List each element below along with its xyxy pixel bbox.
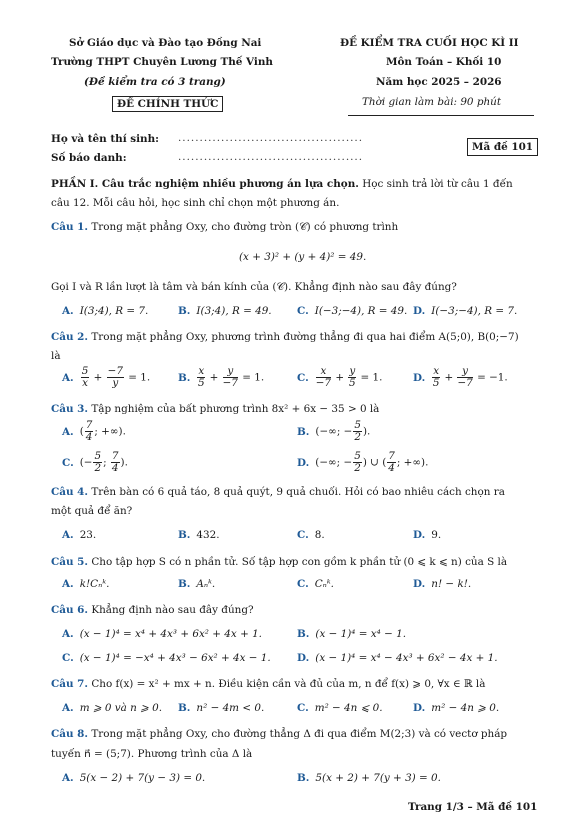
school-name: Trường THPT Chuyên Lương Thế Vinh [51,56,273,68]
q7-opt-c-label[interactable]: C. [297,702,309,714]
q2-opt-a[interactable]: A. $\frac{5}{x}$ + $\frac{-7}{y}$ = 1. [62,365,151,389]
part1-desc: Học sinh trả lời từ câu 1 đến [358,178,513,190]
q7-opt-a[interactable]: m ⩾ 0 và n ⩾ 0. [79,702,163,714]
q3-opt-c[interactable]: C. (− $\frac{5}{2}$ ; $\frac{7}{4}$ ). [62,450,128,474]
q3-text: Tập nghiệm của bất phương trình 8x² + 6x − 35 > 0 là [91,403,380,415]
q3-opt-a[interactable]: A. ( $\frac{7}{4}$ ; +∞). [62,419,126,443]
name-field[interactable]: ........................................... [178,132,364,144]
q5-opt-d-label[interactable]: D. [413,578,426,590]
q6-opt-a[interactable]: (x − 1)⁴ = x⁴ + 4x³ + 6x² + 4x + 1. [79,628,262,640]
q7-opt-c[interactable]: m² − 4n ⩽ 0. [314,702,383,714]
part1-title: PHẦN I. Câu trắc nghiệm nhiều phương án lựa chọn. [51,178,359,190]
q2-opt-d[interactable]: D. $\frac{x}{5}$ + $\frac{y}{-7}$ = −1. [413,365,508,389]
q8-label: Câu 8. [51,728,89,740]
part1-desc2: câu 12. Mỗi câu hỏi, học sinh chỉ chọn một phương án. [51,197,340,209]
q7-opt-b-label[interactable]: B. [178,702,191,714]
page-footer: Trang 1/3 – Mã đề 101 [408,801,538,813]
q1-opt-d-label[interactable]: D. [413,305,426,317]
q2-text2: là [51,350,61,362]
q2-opt-b[interactable]: B. $\frac{x}{5}$ + $\frac{y}{-7}$ = 1. [178,365,265,389]
q3-label: Câu 3. [51,403,89,415]
q1-equation: (x + 3)² + (y + 4)² = 49. [239,251,367,263]
q5-opt-a[interactable]: k!Cₙᵏ. [79,578,110,590]
q8-opt-a-label[interactable]: A. [62,772,74,784]
q6-opt-c-label[interactable]: C. [62,652,74,664]
exam-title: ĐỀ KIỂM TRA CUỐI HỌC KÌ II [340,37,519,49]
q6-text: Khẳng định nào sau đây đúng? [91,604,254,616]
department: Sở Giáo dục và Đào tạo Đồng Nai [69,37,262,49]
q4-opt-d[interactable]: 9. [431,529,442,541]
q6-opt-b-label[interactable]: B. [297,628,310,640]
q1-opt-d[interactable]: I(−3;−4), R = 7. [431,305,518,317]
q3-opt-b[interactable]: B. (−∞; − $\frac{5}{2}$ ). [297,419,371,443]
q7-opt-d-label[interactable]: D. [413,702,426,714]
q1-opt-a-label[interactable]: A. [62,305,74,317]
q5-opt-b[interactable]: Aₙᵏ. [196,578,216,590]
official-badge: ĐỀ CHÍNH THỨC [112,96,223,112]
name-label: Họ và tên thí sinh: [51,133,159,145]
q8-opt-b-label[interactable]: B. [297,772,310,784]
pages-note: (Đề kiểm tra có 3 trang) [84,76,226,88]
q5-label: Câu 5. [51,556,89,568]
q4-opt-a-label[interactable]: A. [62,529,74,541]
q4-opt-d-label[interactable]: D. [413,529,426,541]
q1-label: Câu 1. [51,221,89,233]
q8-text: Trong mặt phẳng Oxy, cho đường thẳng Δ đi qua điểm M(2;3) và có vectơ pháp [91,728,508,740]
subject: Môn Toán – Khối 10 [386,56,502,68]
q4-opt-a[interactable]: 23. [79,529,97,541]
q5-opt-a-label[interactable]: A. [62,578,74,590]
q7-text: Cho f(x) = x² + mx + n. Điều kiện cần và đủ của m, n để f(x) ⩾ 0, ∀x ∈ ℝ là [91,678,486,690]
q8-opt-a[interactable]: 5(x − 2) + 7(y − 3) = 0. [79,772,206,784]
q3-opt-d[interactable]: D. (−∞; − $\frac{5}{2}$ ) ∪ ( $\frac{7}{4}$ ; +∞). [297,450,429,474]
school-year: Năm học 2025 – 2026 [376,76,502,88]
q6-opt-c[interactable]: (x − 1)⁴ = −x⁴ + 4x³ − 6x² + 4x − 1. [79,652,271,664]
q4-opt-b[interactable]: 432. [196,529,220,541]
q1-opt-b-label[interactable]: B. [178,305,191,317]
q7-opt-d[interactable]: m² − 4n ⩾ 0. [431,702,500,714]
q6-opt-b[interactable]: (x − 1)⁴ = x⁴ − 1. [315,628,407,640]
header-rule [348,115,534,116]
q1-opt-a[interactable]: I(3;4), R = 7. [79,305,149,317]
exam-code-badge: Mã đề 101 [467,138,538,156]
q6-opt-a-label[interactable]: A. [62,628,74,640]
id-field[interactable]: ........................................... [178,151,364,163]
q5-opt-d[interactable]: n! − k!. [431,578,472,590]
q7-label: Câu 7. [51,678,89,690]
q6-opt-d[interactable]: (x − 1)⁴ = x⁴ − 4x³ + 6x² − 4x + 1. [315,652,498,664]
exam-time: Thời gian làm bài: 90 phút [362,96,502,108]
q1-opt-b[interactable]: I(3;4), R = 49. [196,305,272,317]
q8-opt-b[interactable]: 5(x + 2) + 7(y + 3) = 0. [315,772,441,784]
q5-opt-c-label[interactable]: C. [297,578,309,590]
q8-text2: tuyến n⃗ = (5;7). Phương trình của Δ là [51,748,253,760]
q5-opt-b-label[interactable]: B. [178,578,191,590]
q4-opt-c-label[interactable]: C. [297,529,309,541]
q4-opt-b-label[interactable]: B. [178,529,191,541]
id-label: Số báo danh: [51,152,127,164]
q2-opt-c[interactable]: C. $\frac{x}{-7}$ + $\frac{y}{5}$ = 1. [297,365,383,389]
q1-text: Trong mặt phẳng Oxy, cho đường tròn (𝒞) có phương trình [91,221,399,233]
q4-text: Trên bàn có 6 quả táo, 8 quả quýt, 9 quả chuối. Hỏi có bao nhiêu cách chọn ra [91,486,505,498]
q5-opt-c[interactable]: Cₙᵏ. [314,578,334,590]
q2-label: Câu 2. [51,331,89,343]
q1-text2: Gọi I và R lần lượt là tâm và bán kính của (𝒞). Khẳng định nào sau đây đúng? [51,281,457,293]
q7-opt-a-label[interactable]: A. [62,702,74,714]
q6-label: Câu 6. [51,604,89,616]
q1-opt-c-label[interactable]: C. [297,305,309,317]
q6-opt-d-label[interactable]: D. [297,652,310,664]
q2-text: Trong mặt phẳng Oxy, phương trình đường thẳng đi qua hai điểm A(5;0), B(0;−7) [91,331,519,343]
q5-text: Cho tập hợp S có n phần tử. Số tập hợp con gồm k phần tử (0 ⩽ k ⩽ n) của S là [91,556,508,568]
q4-opt-c[interactable]: 8. [314,529,325,541]
q4-text2: một quả để ăn? [51,505,133,517]
q7-opt-b[interactable]: n² − 4m < 0. [196,702,265,714]
q1-opt-c[interactable]: I(−3;−4), R = 49. [314,305,408,317]
q4-label: Câu 4. [51,486,89,498]
